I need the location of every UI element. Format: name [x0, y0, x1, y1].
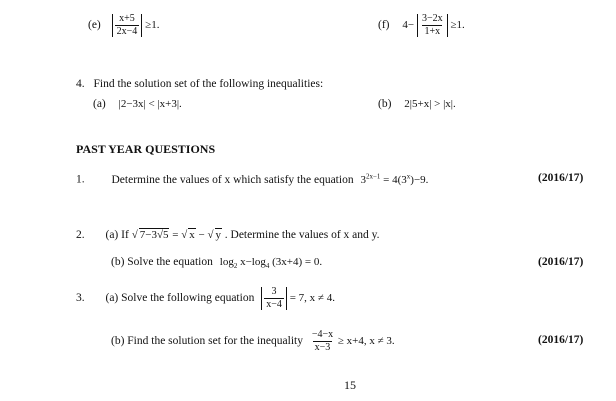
pyq-3b-tail: ≥ x+4, x ≠ 3. — [337, 335, 395, 348]
question-4 — [76, 78, 323, 90]
pyq-2a-minus: − — [198, 229, 205, 241]
pyq-2a-radicand1: 7−3√5 — [139, 229, 169, 241]
question-4a-label: (a) — [93, 98, 106, 110]
item-e-denominator: 2x−4 — [116, 26, 138, 37]
item-f-fraction — [420, 14, 445, 37]
section-title: PAST YEAR QUESTIONS — [76, 142, 216, 156]
pyq-3 — [76, 287, 335, 310]
pyq-2b-log1: log — [219, 256, 234, 268]
pyq-1 — [76, 172, 428, 186]
pyq-2b-minus-log: −log — [245, 256, 266, 268]
pyq-2a-tail: . Determine the values of x and y. — [224, 229, 380, 241]
pyq-3a-lead: (a) Solve the following equation — [105, 292, 255, 305]
pyq-2b-base1: 2 — [233, 262, 238, 271]
pyq-2b-equation — [219, 256, 323, 271]
item-f — [378, 14, 465, 37]
item-f-relation: ≥1. — [450, 19, 465, 32]
pyq-2b-x: x — [240, 256, 246, 268]
item-f-denominator: 1+x — [424, 26, 441, 37]
pyq-1-year: (2016/17) — [538, 172, 584, 184]
pyq-2a-equation: √ 7−3√5 = √ x − √ y — [131, 229, 222, 241]
pyq-3a-fraction — [264, 287, 284, 310]
pyq-2 — [76, 228, 380, 241]
pyq-3b-lead: (b) Find the solution set for the inequality — [111, 335, 303, 348]
item-e-abs — [112, 14, 143, 37]
pyq-3a-denominator: x−4 — [266, 299, 282, 310]
pyq-3a-numerator: 3 — [271, 286, 277, 297]
pyq-1-equation — [360, 174, 428, 186]
item-e-fraction — [115, 14, 140, 37]
item-e-numerator: x+5 — [119, 13, 135, 24]
item-f-numerator: 3−2x — [421, 13, 443, 24]
pyq-3-number: 3. — [76, 292, 85, 305]
pyq-2b-base2: 4 — [265, 262, 270, 271]
item-e-label: (e) — [88, 19, 101, 32]
question-4b-label: (b) — [378, 98, 392, 110]
question-4b-expression: 2|5+x| > |x|. — [404, 98, 456, 110]
pyq-2a-radicand2: x — [189, 229, 195, 241]
item-e — [88, 14, 159, 37]
item-f-label: (f) — [378, 19, 390, 32]
pyq-1-exponent2: x — [406, 172, 411, 180]
pyq-3-year: (2016/17) — [538, 334, 584, 346]
pyq-3b-fraction — [310, 330, 335, 353]
question-4-number: 4. — [76, 78, 85, 90]
pyq-2b — [111, 256, 322, 270]
item-f-lead: 4− — [402, 19, 415, 32]
pyq-3a-tail: = 7, x ≠ 4. — [289, 292, 335, 305]
question-4b — [378, 98, 456, 110]
pyq-1-mid: = 4(3 — [383, 173, 407, 186]
pyq-2-year: (2016/17) — [538, 256, 584, 268]
pyq-2-number: 2. — [76, 229, 85, 241]
item-f-abs — [417, 14, 448, 37]
pyq-2a-equals: = — [172, 229, 179, 241]
pyq-1-base: 3 — [360, 173, 366, 186]
pyq-2a-radicand3: y — [215, 229, 222, 241]
pyq-3a-abs — [261, 287, 287, 310]
question-4a — [93, 98, 182, 110]
pyq-2a-lead: (a) If — [105, 229, 129, 241]
pyq-3b-numerator: −4−x — [311, 329, 334, 340]
pyq-1-text: Determine the values of x which satisfy the equation — [111, 173, 354, 186]
pyq-1-end: )−9. — [410, 173, 429, 186]
pyq-3b — [111, 330, 395, 353]
pyq-2b-argument: (3x+4) = 0. — [272, 256, 323, 268]
pyq-3b-inequality — [310, 329, 395, 353]
pyq-3b-denominator: x−3 — [314, 342, 331, 353]
question-4a-expression: |2−3x| < |x+3|. — [118, 98, 182, 110]
pyq-1-exponent: 2x−1 — [365, 172, 381, 180]
question-4-text: Find the solution set of the following inequalities: — [93, 78, 324, 90]
page-number: 15 — [344, 378, 356, 392]
pyq-2b-text: (b) Solve the equation — [111, 256, 213, 268]
item-e-relation: ≥1. — [145, 19, 160, 32]
pyq-1-number: 1. — [76, 173, 85, 186]
